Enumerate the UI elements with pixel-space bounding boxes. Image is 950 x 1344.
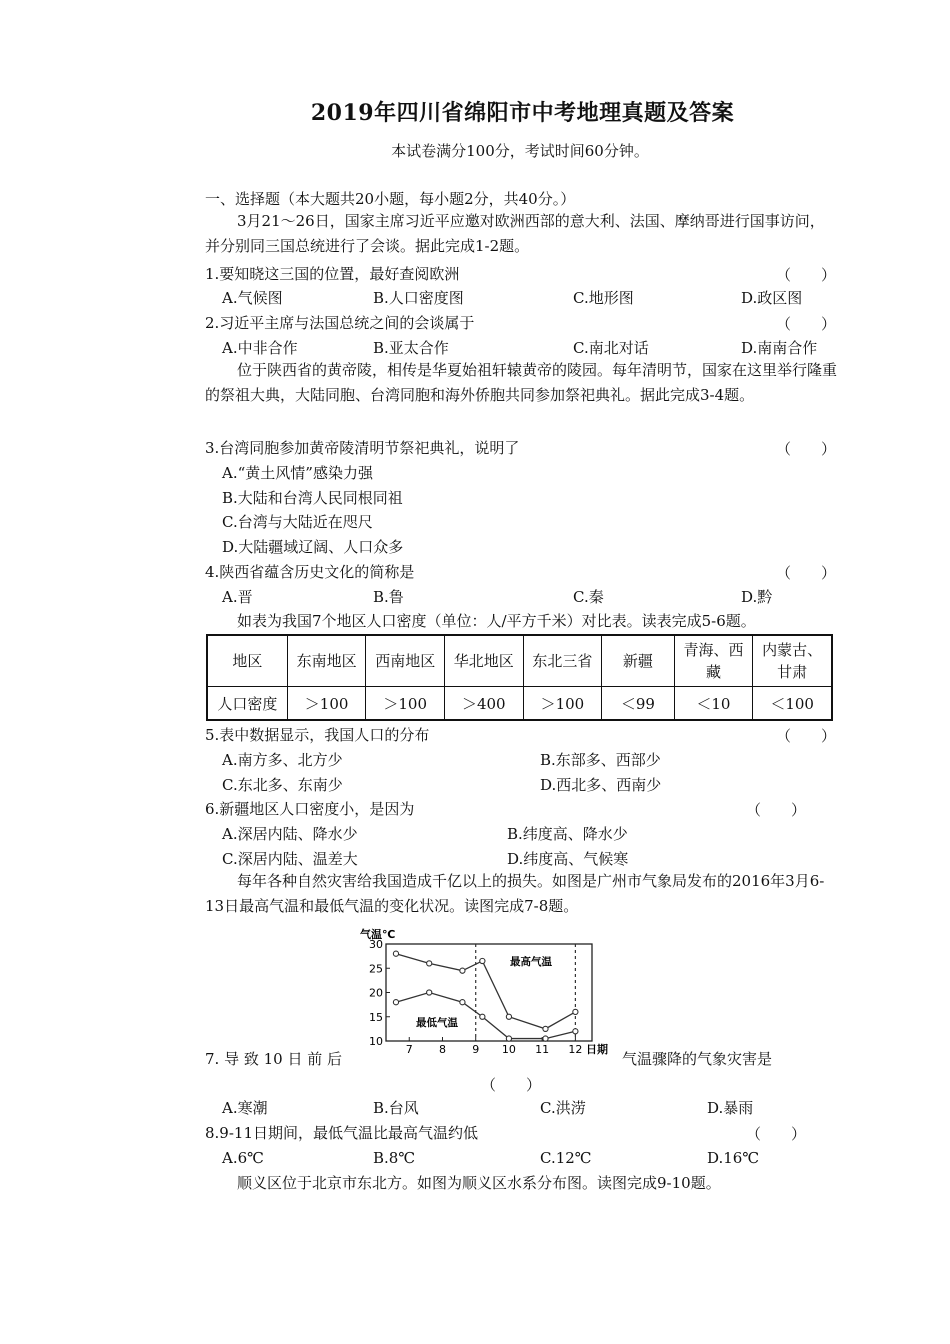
- x-tick-label: 8: [438, 1043, 446, 1056]
- question-7-option-a[interactable]: A.寒潮: [222, 1099, 268, 1117]
- low-temperature-point: [393, 1000, 398, 1005]
- low-temperature-point: [506, 1036, 511, 1041]
- question-5-option-d[interactable]: D.西北多、西南少: [540, 776, 662, 794]
- question-4-answer-bracket[interactable]: （ ）: [776, 564, 837, 582]
- x-tick-label: 12: [568, 1043, 583, 1056]
- x-tick-label: 11: [535, 1043, 550, 1056]
- high-temperature-point: [427, 961, 432, 966]
- question-6-option-b[interactable]: B.纬度高、降水少: [507, 825, 628, 843]
- y-tick-label: 15: [369, 1010, 383, 1024]
- question-6-stem: 6.新疆地区人口密度小，是因为: [205, 800, 415, 818]
- question-2-option-c[interactable]: C.南北对话: [573, 339, 649, 357]
- question-3-option-c[interactable]: C.台湾与大陆近在咫尺: [222, 513, 373, 531]
- question-6-answer-bracket[interactable]: （ ）: [746, 801, 807, 819]
- table-cell: ＜10: [674, 687, 753, 721]
- question-5-answer-bracket[interactable]: （ ）: [776, 727, 837, 745]
- question-7-option-d[interactable]: D.暴雨: [707, 1099, 754, 1117]
- question-4-option-d[interactable]: D.黔: [741, 588, 773, 606]
- question-4-stem: 4.陕西省蕴含历史文化的简称是: [205, 563, 415, 581]
- low-temperature-point: [543, 1036, 548, 1041]
- table-cell: ＜99: [602, 687, 674, 721]
- table-header-cell: 华北地区: [445, 635, 524, 687]
- table-cell: ＞100: [366, 687, 445, 721]
- question-6-option-d[interactable]: D.纬度高、气候寒: [507, 850, 629, 868]
- y-tick-label: 20: [369, 986, 383, 1000]
- intro-paragraph-1: 3月21～26日，国家主席习近平应邀对欧洲西部的意大利、法国、摩纳哥进行国事访问，并分别同三国总统进行了会谈。据此完成1-2题。: [205, 212, 825, 255]
- y-tick-label: 10: [369, 1035, 383, 1048]
- table-header-cell: 东北三省: [523, 635, 602, 687]
- question-3-option-d[interactable]: D.大陆疆域辽阔、人口众多: [222, 538, 404, 556]
- question-3-stem: 3.台湾同胞参加黄帝陵清明节祭祀典礼，说明了: [205, 439, 520, 457]
- table-header-cell: 东南地区: [287, 635, 366, 687]
- page-subtitle: 本试卷满分100分，考试时间60分钟。: [391, 142, 649, 160]
- question-4-option-a[interactable]: A.晋: [222, 588, 253, 606]
- question-1-option-c[interactable]: C.地形图: [573, 289, 634, 307]
- y-tick-label: 25: [369, 962, 383, 976]
- table-cell: 人口密度: [207, 687, 287, 721]
- question-4-option-b[interactable]: B.鲁: [373, 588, 404, 606]
- question-8-option-d[interactable]: D.16℃: [707, 1149, 760, 1167]
- series-label-high: 最高气温: [510, 956, 552, 968]
- low-temperature-line: [396, 993, 575, 1039]
- page-title: 2019年四川省绵阳市中考地理真题及答案: [310, 100, 735, 126]
- table-header-row: [207, 635, 832, 687]
- low-temperature-point: [573, 1029, 578, 1034]
- high-temperature-point: [393, 951, 398, 956]
- table-header-cell: 青海、西藏: [674, 635, 753, 687]
- question-2-stem: 2.习近平主席与法国总统之间的会谈属于: [205, 314, 475, 332]
- high-temperature-point: [460, 968, 465, 973]
- x-tick-label: 10: [501, 1043, 516, 1056]
- question-3-option-a[interactable]: A.“黄土风情”感染力强: [222, 464, 373, 482]
- question-7-option-b[interactable]: B.台风: [373, 1099, 419, 1117]
- table-cell: ＞100: [287, 687, 366, 721]
- table-cell: ＞400: [445, 687, 524, 721]
- question-3-answer-bracket[interactable]: （ ）: [776, 440, 837, 458]
- table-cell: ＞100: [523, 687, 602, 721]
- series-label-low: 最低气温: [416, 1017, 458, 1029]
- y-tick-label: 30: [369, 938, 383, 951]
- x-axis-label: 日期: [586, 1043, 608, 1056]
- question-7-stem-end: 气温骤降的气象灾害是: [622, 1050, 773, 1068]
- question-5-option-b[interactable]: B.东部多、西部少: [540, 751, 661, 769]
- high-temperature-point: [506, 1014, 511, 1019]
- question-8-stem: 8.9-11日期间，最低气温比最高气温约低: [205, 1124, 479, 1142]
- y-axis-ticks: [369, 938, 390, 1048]
- question-7-stem-start: 7. 导 致 10 日 前 后: [205, 1050, 343, 1068]
- question-2-option-d[interactable]: D.南南合作: [741, 339, 818, 357]
- high-temperature-point: [543, 1026, 548, 1031]
- table-header-cell: 西南地区: [366, 635, 445, 687]
- y-axis-label: 气温℃: [360, 928, 396, 941]
- question-2-option-b[interactable]: B.亚太合作: [373, 339, 449, 357]
- question-7-option-c[interactable]: C.洪涝: [540, 1099, 586, 1117]
- high-temperature-point: [573, 1009, 578, 1014]
- intro-paragraph-3: 如表为我国7个地区人口密度（单位：人/平方千米）对比表。读表完成5-6题。: [237, 612, 756, 630]
- x-tick-label: 7: [405, 1043, 413, 1056]
- question-2-answer-bracket[interactable]: （ ）: [776, 315, 837, 333]
- table-row: [207, 687, 832, 721]
- question-6-option-a[interactable]: A.深居内陆、降水少: [222, 825, 358, 843]
- question-3-option-b[interactable]: B.大陆和台湾人民同根同祖: [222, 489, 403, 507]
- low-temperature-point: [480, 1014, 485, 1019]
- question-5-stem: 5.表中数据显示，我国人口的分布: [205, 726, 430, 744]
- question-1-answer-bracket[interactable]: （ ）: [776, 266, 837, 284]
- question-6-option-c[interactable]: C.深居内陆、温差大: [222, 850, 358, 868]
- question-5-option-c[interactable]: C.东北多、东南少: [222, 776, 343, 794]
- question-4-option-c[interactable]: C.秦: [573, 588, 604, 606]
- question-7-answer-bracket[interactable]: （ ）: [481, 1076, 542, 1094]
- low-temperature-point: [460, 1000, 465, 1005]
- question-8-option-a[interactable]: A.6℃: [222, 1149, 264, 1167]
- low-temperature-point: [427, 990, 432, 995]
- population-density-table: [206, 634, 833, 721]
- intro-paragraph-4: 每年各种自然灾害给我国造成千亿以上的损失。如图是广州市气象局发布的2016年3月6-13日最高气温和最低气温的变化状况。读图完成7-8题。: [205, 872, 825, 915]
- question-1-option-b[interactable]: B.人口密度图: [373, 289, 464, 307]
- question-8-option-c[interactable]: C.12℃: [540, 1149, 592, 1167]
- question-2-option-a[interactable]: A.中非合作: [222, 339, 298, 357]
- table-header-cell: 地区: [207, 635, 287, 687]
- temperature-line-chart: [350, 926, 610, 1058]
- intro-paragraph-5: 顺义区位于北京市东北方。如图为顺义区水系分布图。读图完成9-10题。: [237, 1174, 721, 1192]
- intro-paragraph-2: 位于陕西省的黄帝陵，相传是华夏始祖轩辕黄帝的陵园。每年清明节，国家在这里举行隆重的祭祖大典，大陆同胞、台湾同胞和海外侨胞共同参加祭祀典礼。据此完成3-4题。: [205, 361, 838, 404]
- x-axis-ticks: [406, 1037, 583, 1056]
- section-heading: 一、选择题（本大题共20小题，每小题2分，共40分。）: [205, 190, 576, 208]
- table-cell: ＜100: [753, 687, 832, 721]
- high-temperature-point: [480, 958, 485, 963]
- question-1-option-d[interactable]: D.政区图: [741, 289, 803, 307]
- question-8-answer-bracket[interactable]: （ ）: [746, 1125, 807, 1143]
- x-tick-label: 9: [472, 1043, 480, 1056]
- table-header-cell: 新疆: [602, 635, 674, 687]
- question-1-stem: 1.要知晓这三国的位置，最好查阅欧洲: [205, 265, 460, 283]
- question-8-option-b[interactable]: B.8℃: [373, 1149, 416, 1167]
- question-5-option-a[interactable]: A.南方多、北方少: [222, 751, 343, 769]
- table-header-cell: 内蒙古、甘肃: [753, 635, 832, 687]
- question-1-option-a[interactable]: A.气候图: [222, 289, 283, 307]
